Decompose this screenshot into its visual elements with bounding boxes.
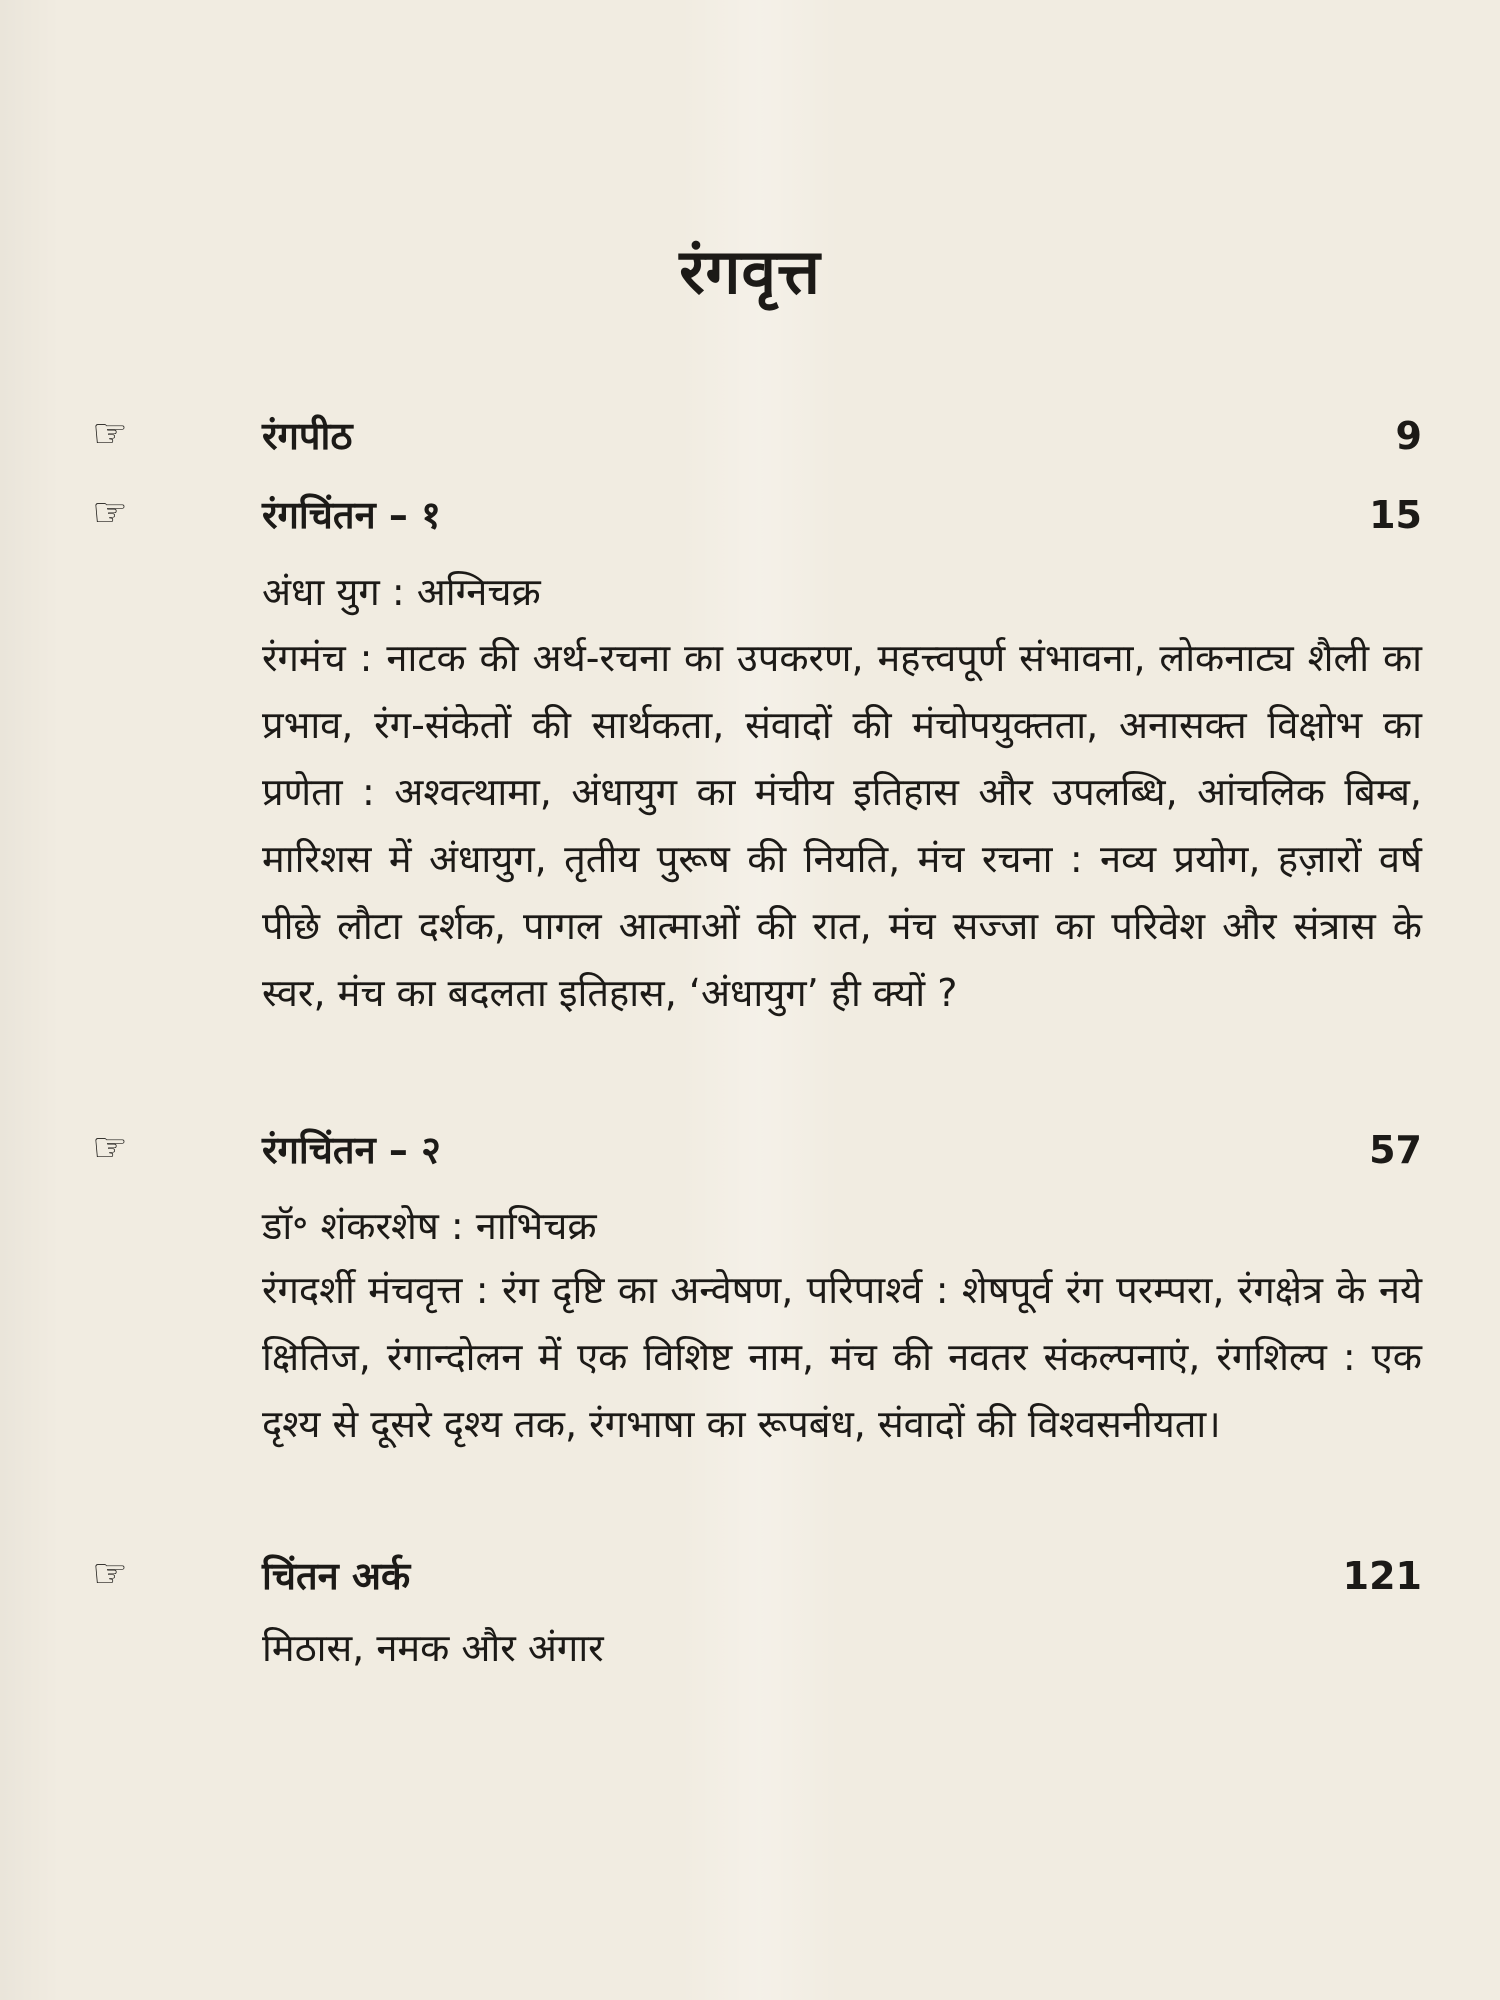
toc-entry-label: चिंतन अर्क [262,1554,411,1598]
pointing-hand-icon: ☞ [92,1551,128,1597]
toc-entry-subtitle: अंधा युग : अग्निचक्र [262,570,541,614]
toc-entry-label: रंगचिंतन – २ [262,1128,441,1172]
toc-entry-rangpeeth [0,408,1500,468]
toc-entry-page-number: 121 [1342,1554,1422,1598]
toc-entry-description: रंगमंच : नाटक की अर्थ-रचना का उपकरण, महत्त्वपूर्ण संभावना, लोकनाट्य शैली का प्रभाव, रंग-संकेतों की सार्थकता, संवादों की मंचोपयुक्तता, अनासक्त विक्षोभ का प्रणेता : अश्वत्थामा, अंधायुग का मंचीय इतिहास और उपलब्धि, आंचलिक बिम्ब, मारिशस में अंधायुग, तृतीय पुरूष की नियति, मंच रचना : नव्य प्रयोग, हज़ारों वर्ष पीछे लौटा दर्शक, पागल आत्माओं की रात, मंच सज्जा का परिवेश और संत्रास के स्वर, मंच का बदलता इतिहास, ‘अंधायुग’ ही क्यों ? [262,636,1422,1015]
toc-entry-label: रंगपीठ [262,414,353,458]
toc-entry-page-number: 9 [1395,414,1422,458]
toc-entry-subtitle: डॉ॰ शंकरशेष : नाभिचक्र [262,1204,597,1248]
pointing-hand-icon: ☞ [92,490,128,536]
toc-entry-subtitle: मिठास, नमक और अंगार [262,1626,604,1670]
toc-entry-label: रंगचिंतन – १ [262,493,441,537]
pointing-hand-icon: ☞ [92,1125,128,1171]
toc-entry-page-number: 57 [1369,1128,1422,1172]
toc-entry-chintan-ark [0,1548,1500,1608]
toc-entry-description: रंगदर्शी मंचवृत्त : रंग दृष्टि का अन्वेषण, परिपार्श्व : शेषपूर्व रंग परम्परा, रंगक्षेत्र के नये क्षितिज, रंगान्दोलन में एक विशिष्ट नाम, मंच की नवतर संकल्पनाएं, रंगशिल्प : एक दृश्य से दूसरे दृश्य तक, रंगभाषा का रूपबंध, संवादों की विश्वसनीयता। [262,1268,1422,1446]
toc-entry-rangchintan-1 [0,487,1500,547]
toc-entry-rangchintan-2 [0,1122,1500,1182]
toc-entry-page-number: 15 [1369,493,1422,537]
page-title: रंगवृत्त [679,235,821,308]
pointing-hand-icon: ☞ [92,411,128,457]
